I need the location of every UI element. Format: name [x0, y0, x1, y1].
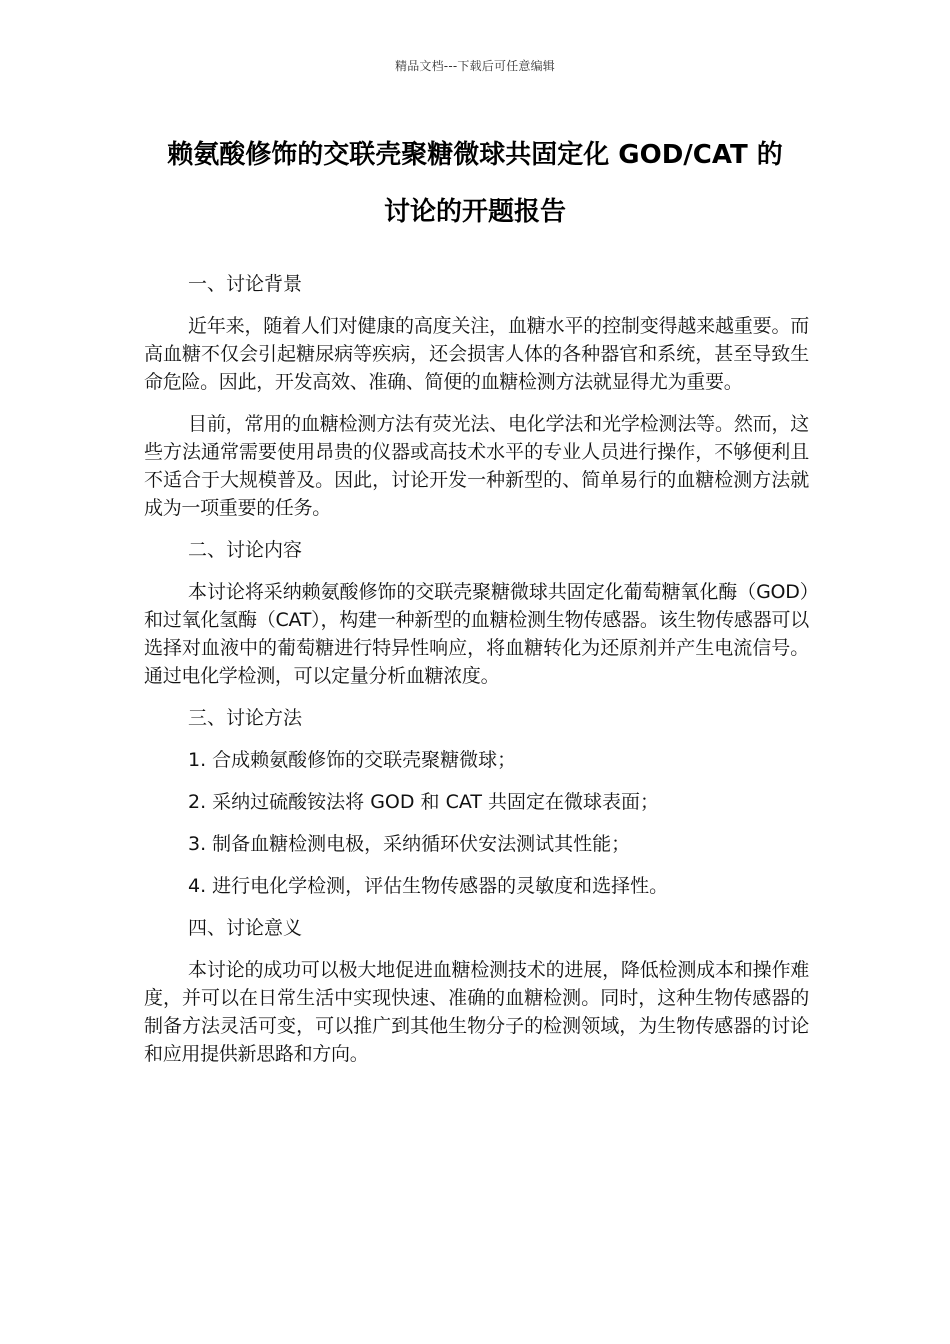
- paragraph-background-2: 目前，常用的血糖检测方法有荧光法、电化学法和光学检测法等。然而，这些方法通常需要使用昂贵的仪器或高技术水平的专业人员进行操作，不够便利且不适合于大规模普及。因此，讨论开发一种新型的、简单易行的血糖检测方法就成为一项重要的任务。: [144, 413, 809, 519]
- paragraph-background-1: 近年来，随着人们对健康的高度关注，血糖水平的控制变得越来越重要。而高血糖不仅会引起糖尿病等疾病，还会损害人体的各种器官和系统，甚至导致生命危险。因此，开发高效、准确、简便的血糖检测方法就显得尤为重要。: [144, 315, 809, 393]
- document-title-line-1: 赖氨酸修饰的交联壳聚糖微球共固定化 GOD/CAT 的: [167, 140, 783, 170]
- section-heading-content: 二、讨论内容: [188, 539, 303, 561]
- document-body: [144, 270, 809, 1082]
- section-heading-methods: 三、讨论方法: [188, 707, 303, 729]
- method-list-item: 4. 进行电化学检测，评估生物传感器的灵敏度和选择性。: [188, 875, 669, 897]
- document-title-line-2: 讨论的开题报告: [383, 197, 566, 227]
- section-heading-significance: 四、讨论意义: [188, 917, 303, 939]
- method-list-item: 2. 采纳过硫酸铵法将 GOD 和 CAT 共固定在微球表面；: [188, 791, 660, 813]
- paragraph-content-1: 本讨论将采纳赖氨酸修饰的交联壳聚糖微球共固定化葡萄糖氧化酶（GOD）和过氧化氢酶（CAT），构建一种新型的血糖检测生物传感器。该生物传感器可以选择对血液中的葡萄糖进行特异性响应，将血糖转化为还原剂并产生电流信号。通过电化学检测，可以定量分析血糖浓度。: [144, 581, 809, 687]
- method-list-item: 3. 制备血糖检测电极，采纳循环伏安法测试其性能；: [188, 833, 631, 855]
- section-heading-background: 一、讨论背景: [188, 273, 303, 295]
- paragraph-significance-1: 本讨论的成功可以极大地促进血糖检测技术的进展，降低检测成本和操作难度，并可以在日常生活中实现快速、准确的血糖检测。同时，这种生物传感器的制备方法灵活可变，可以推广到其他生物分子的检测领域，为生物传感器的讨论和应用提供新思路和方向。: [144, 959, 809, 1065]
- method-list-item: 1. 合成赖氨酸修饰的交联壳聚糖微球；: [188, 749, 517, 771]
- header-note: 精品文档---下载后可任意编辑: [395, 59, 555, 73]
